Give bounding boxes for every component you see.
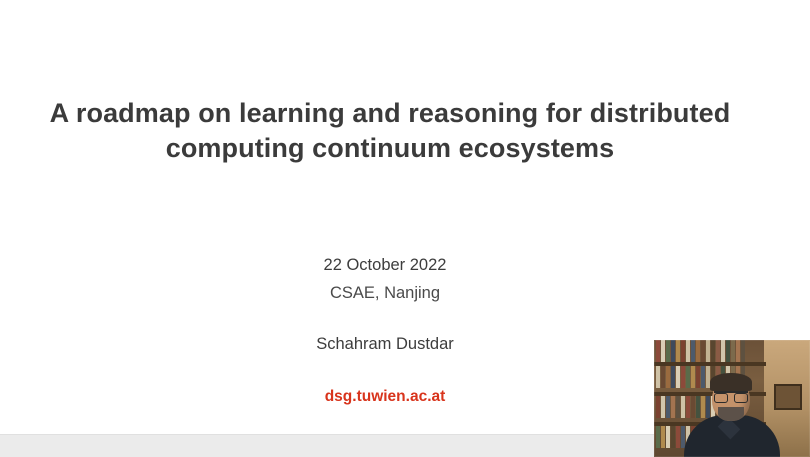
speaker-beard: [718, 407, 744, 421]
book-row: [656, 340, 764, 362]
slide-venue: CSAE, Nanjing: [329, 284, 441, 302]
slide-title: A roadmap on learning and reasoning for distributed computing continuum ecosystems: [49, 98, 731, 164]
room-background: [654, 340, 810, 457]
speaker-webcam-thumbnail[interactable]: [654, 340, 810, 457]
slide-website-link[interactable]: dsg.tuwien.ac.at: [324, 388, 446, 405]
slide-author: Schahram Dustdar: [316, 335, 454, 353]
speaker-hair: [710, 373, 752, 391]
glasses-icon: [714, 391, 748, 401]
picture-frame-icon: [774, 384, 802, 410]
slide-date: 22 October 2022: [323, 256, 447, 274]
